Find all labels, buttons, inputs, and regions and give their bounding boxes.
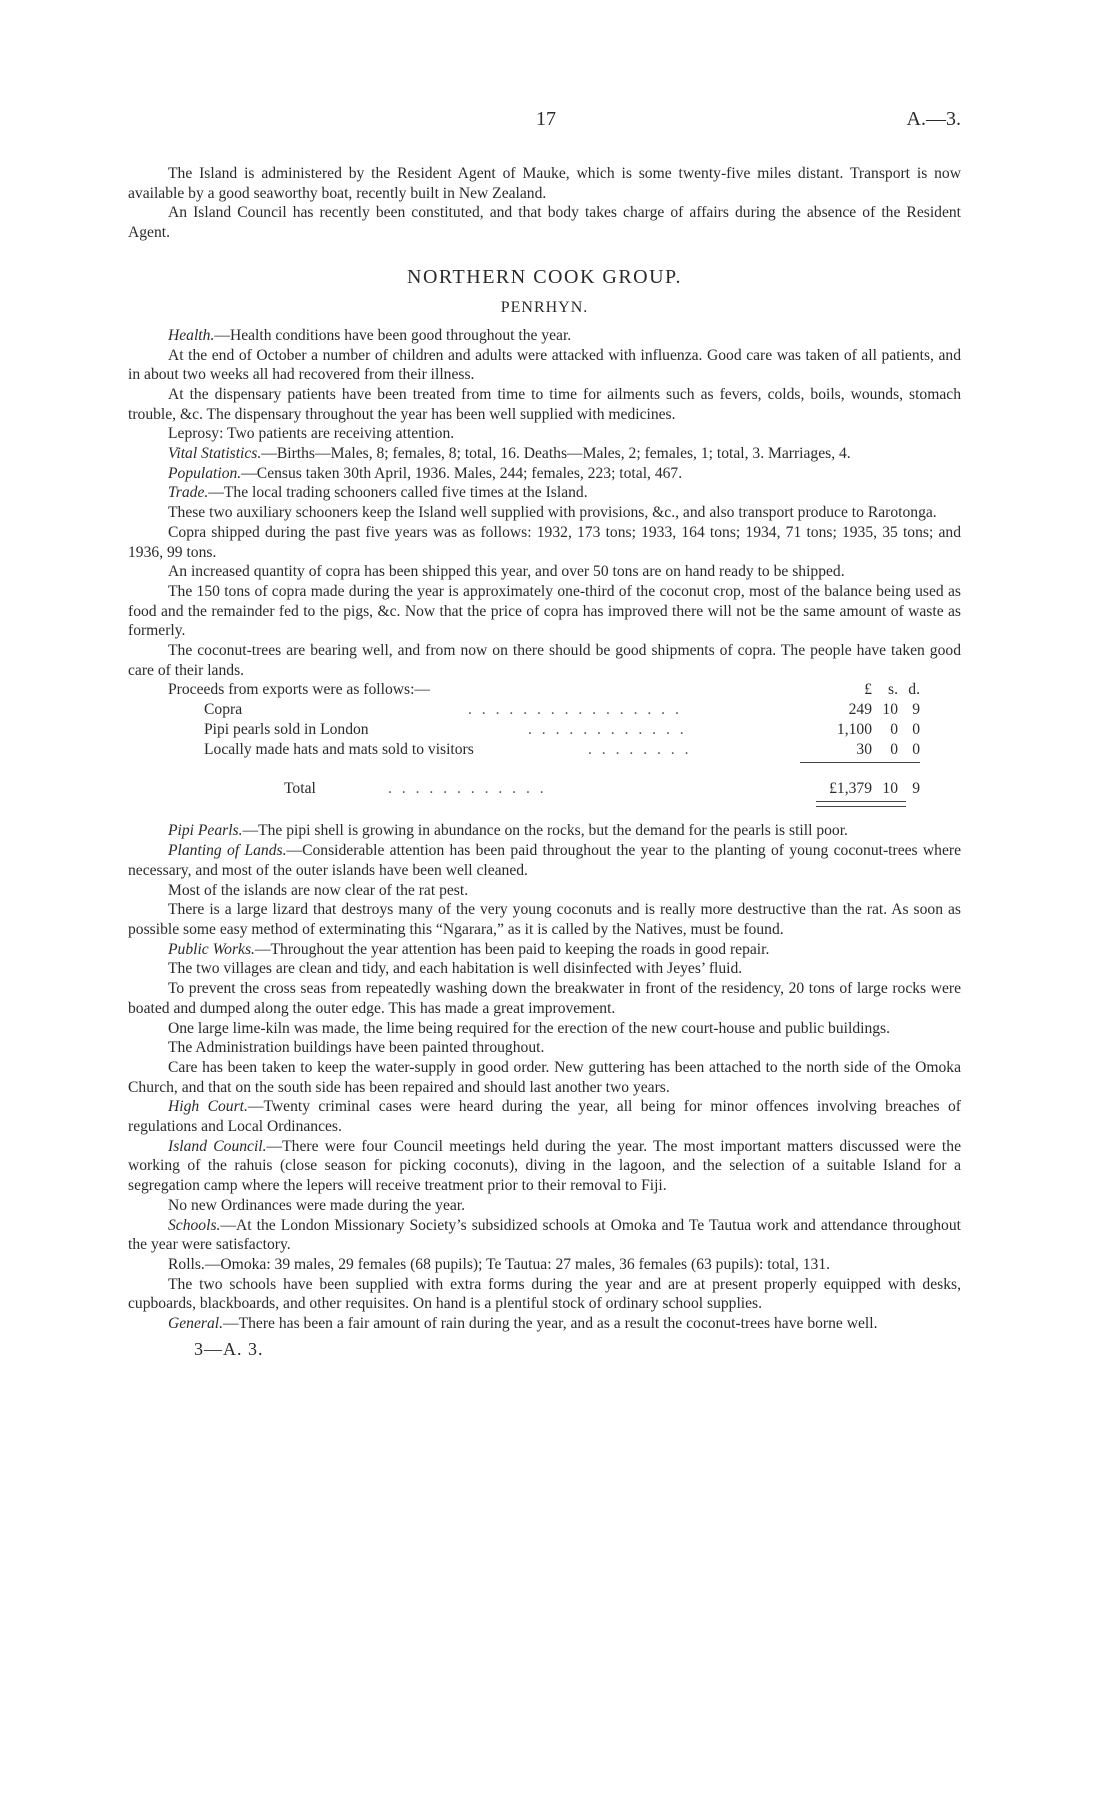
paragraph: At the dispensary patients have been treated from time to time for ailments such as fevers, colds, boils, wounds, stomach trouble, &c. The dispensary throughout the year has been well supplied with medicines.	[128, 385, 961, 423]
island-council-paragraph: Island Council.—There were four Council meetings held during the year. The most important matters discussed were the working of the rahuis (close season for picking coconuts), diving in the lagoon, and the selection of a suitable Island for a segregation camp where the lepers will receive treatment prior to their removal to Fiji.	[128, 1137, 961, 1195]
section-lead: Trade.	[168, 484, 209, 502]
section-lead: Pipi Pearls.	[168, 822, 243, 840]
page-number: 17	[536, 108, 556, 130]
paragraph: The Administration buildings have been painted throughout.	[168, 1039, 545, 1057]
proceeds-table	[168, 680, 920, 807]
section-lead: Planting of Lands.	[168, 842, 287, 860]
section-lead: Population.	[168, 464, 242, 482]
group-heading: NORTHERN COOK GROUP.	[407, 265, 682, 288]
document-reference: A.—3.	[906, 108, 961, 130]
public-works-paragraph: Public Works.—Throughout the year attention has been paid to keeping the roads in good repair.	[168, 940, 770, 958]
paragraph: The coconut-trees are bearing well, and from now on there should be good shipments of copra. The people have taken good care of their lands.	[128, 642, 961, 679]
shillings-header: s.	[888, 681, 898, 699]
row-label: Locally made hats and mats sold to visitors	[204, 741, 474, 759]
signature-mark: 3—A. 3.	[194, 1338, 264, 1359]
row-label: Pipi pearls sold in London	[204, 721, 369, 739]
trade-paragraph: Trade.—The local trading schooners called five times at the Island.	[168, 484, 588, 502]
pence-header: d.	[908, 681, 920, 699]
planting-paragraph: Planting of Lands.—Considerable attention has been paid throughout the year to the planting of young coconut-trees where necessary, and most of the outer islands have been well cleaned.	[128, 842, 962, 879]
vital-statistics-paragraph: Vital Statistics.—Births—Males, 8; females, 8; total, 16. Deaths—Males, 2; females, 1; total, 3. Marriages, 4.	[168, 445, 851, 463]
paragraph: The 150 tons of copra made during the year is approximately one-third of the coconut crop, most of the balance being used as food and the remainder fed to the pigs, &c. Now that the price of copra has improved there will not be the same amount of waste as formerly.	[128, 582, 961, 640]
page-header	[128, 108, 961, 138]
section-lead: Island Council.	[168, 1137, 267, 1155]
section-lead: Vital Statistics.	[168, 445, 262, 463]
row-amount: 30 0 0	[856, 741, 920, 759]
total-double-rule	[168, 801, 920, 807]
table-row	[168, 740, 920, 760]
section-lead: Schools.	[168, 1216, 221, 1234]
section-lead: Public Works.	[168, 940, 255, 958]
paragraph: Leprosy: Two patients are receiving attention.	[168, 425, 455, 443]
total-amount: £1,379 10 9	[829, 780, 920, 798]
document-body	[128, 164, 961, 1359]
leader-dots: . . . . . . . . . . . .	[528, 721, 687, 739]
pipi-paragraph: Pipi Pearls.—The pipi shell is growing in abundance on the rocks, but the demand for the pearls is still poor.	[168, 822, 848, 840]
currency-header	[800, 680, 920, 700]
row-label: Copra	[204, 701, 243, 719]
paragraph: There is a large lizard that destroys many of the very young coconuts and is really more destructive than the rat. As soon as possible some easy method of exterminating this “Ngarara,” as it is called by the Natives, must be found.	[128, 901, 961, 938]
subtotal-rule	[168, 760, 920, 761]
total-label: Total	[284, 780, 316, 798]
population-paragraph: Population.—Census taken 30th April, 1936. Males, 244; females, 223; total, 467.	[168, 464, 683, 482]
proceeds-intro: Proceeds from exports were as follows:—	[168, 681, 430, 699]
row-amount: 1,100 0 0	[836, 721, 920, 739]
paragraph: These two auxiliary schooners keep the Island well supplied with provisions, &c., and also transport produce to Rarotonga.	[168, 504, 937, 522]
paragraph: Rolls.—Omoka: 39 males, 29 females (68 pupils); Te Tautua: 27 males, 36 females (63 pupils): total, 131.	[168, 1255, 831, 1273]
general-paragraph: General.—There has been a fair amount of rain during the year, and as a result the coconut-trees have borne well.	[168, 1315, 878, 1333]
row-amount: 249 10 9	[848, 701, 920, 719]
leader-dots: . . . . . . . . . . . . . . . .	[468, 701, 682, 719]
section-lead: High Court.	[168, 1098, 248, 1116]
pounds-header: £	[864, 681, 872, 699]
health-paragraph: Health.—Health conditions have been good throughout the year.	[168, 326, 572, 344]
paragraph: Most of the islands are now clear of the rat pest.	[168, 881, 469, 899]
paragraph: An increased quantity of copra has been shipped this year, and over 50 tons are on hand ready to be shipped.	[168, 563, 845, 581]
paragraph: Care has been taken to keep the water-supply in good order. New guttering has been attached to the north side of the Omoka Church, and that on the south side has been repaired and should last another two years.	[128, 1058, 961, 1096]
proceeds-header-row	[168, 680, 920, 700]
paragraph: To prevent the cross seas from repeatedly washing down the breakwater in front of the residency, 20 tons of large rocks were boated and dumped along the outer edge. This has made a great improvement.	[128, 980, 961, 1017]
paragraph: The two schools have been supplied with extra forms during the year and are at present properly equipped with desks, cupboards, blackboards, and other requisites. On hand is a plentiful stock of ordinary school supplies.	[128, 1275, 961, 1313]
island-heading: PENRHYN.	[500, 298, 589, 316]
paragraph: No new Ordinances were made during the year.	[168, 1196, 466, 1214]
intro-paragraph: The Island is administered by the Resident Agent of Mauke, which is some twenty-five miles distant. Transport is now available by a good seaworthy boat, recently built in New Zealand.	[128, 165, 961, 202]
section-lead: Health.	[168, 326, 215, 344]
schools-paragraph: Schools.—At the London Missionary Society’s subsidized schools at Omoka and Te Tautua work and attendance throughout the year were satisfactory.	[128, 1216, 961, 1254]
intro-paragraph: An Island Council has recently been constituted, and that body takes charge of affairs during the absence of the Resident Agent.	[128, 204, 961, 242]
leader-dots: . . . . . . . .	[588, 741, 692, 759]
total-row	[168, 779, 920, 801]
paragraph: Copra shipped during the past five years was as follows: 1932, 173 tons; 1933, 164 tons; 1934, 71 tons; 1935, 35 tons; and 1936, 99 tons.	[128, 523, 961, 561]
paragraph: One large lime-kiln was made, the lime being required for the erection of the new court-house and public buildings.	[168, 1019, 891, 1037]
high-court-paragraph: High Court.—Twenty criminal cases were heard during the year, all being for minor offences involving breaches of regulations and Local Ordinances.	[128, 1098, 961, 1136]
leader-dots: . . . . . . . . . . . .	[388, 780, 547, 798]
table-row	[168, 700, 920, 720]
section-lead: General.	[168, 1315, 223, 1333]
paragraph: The two villages are clean and tidy, and each habitation is well disinfected with Jeyes’ fluid.	[168, 960, 743, 978]
table-row	[168, 720, 920, 740]
paragraph: At the end of October a number of children and adults were attacked with influenza. Good care was taken of all patients, and in about two weeks all had recovered from their illness.	[128, 346, 961, 384]
